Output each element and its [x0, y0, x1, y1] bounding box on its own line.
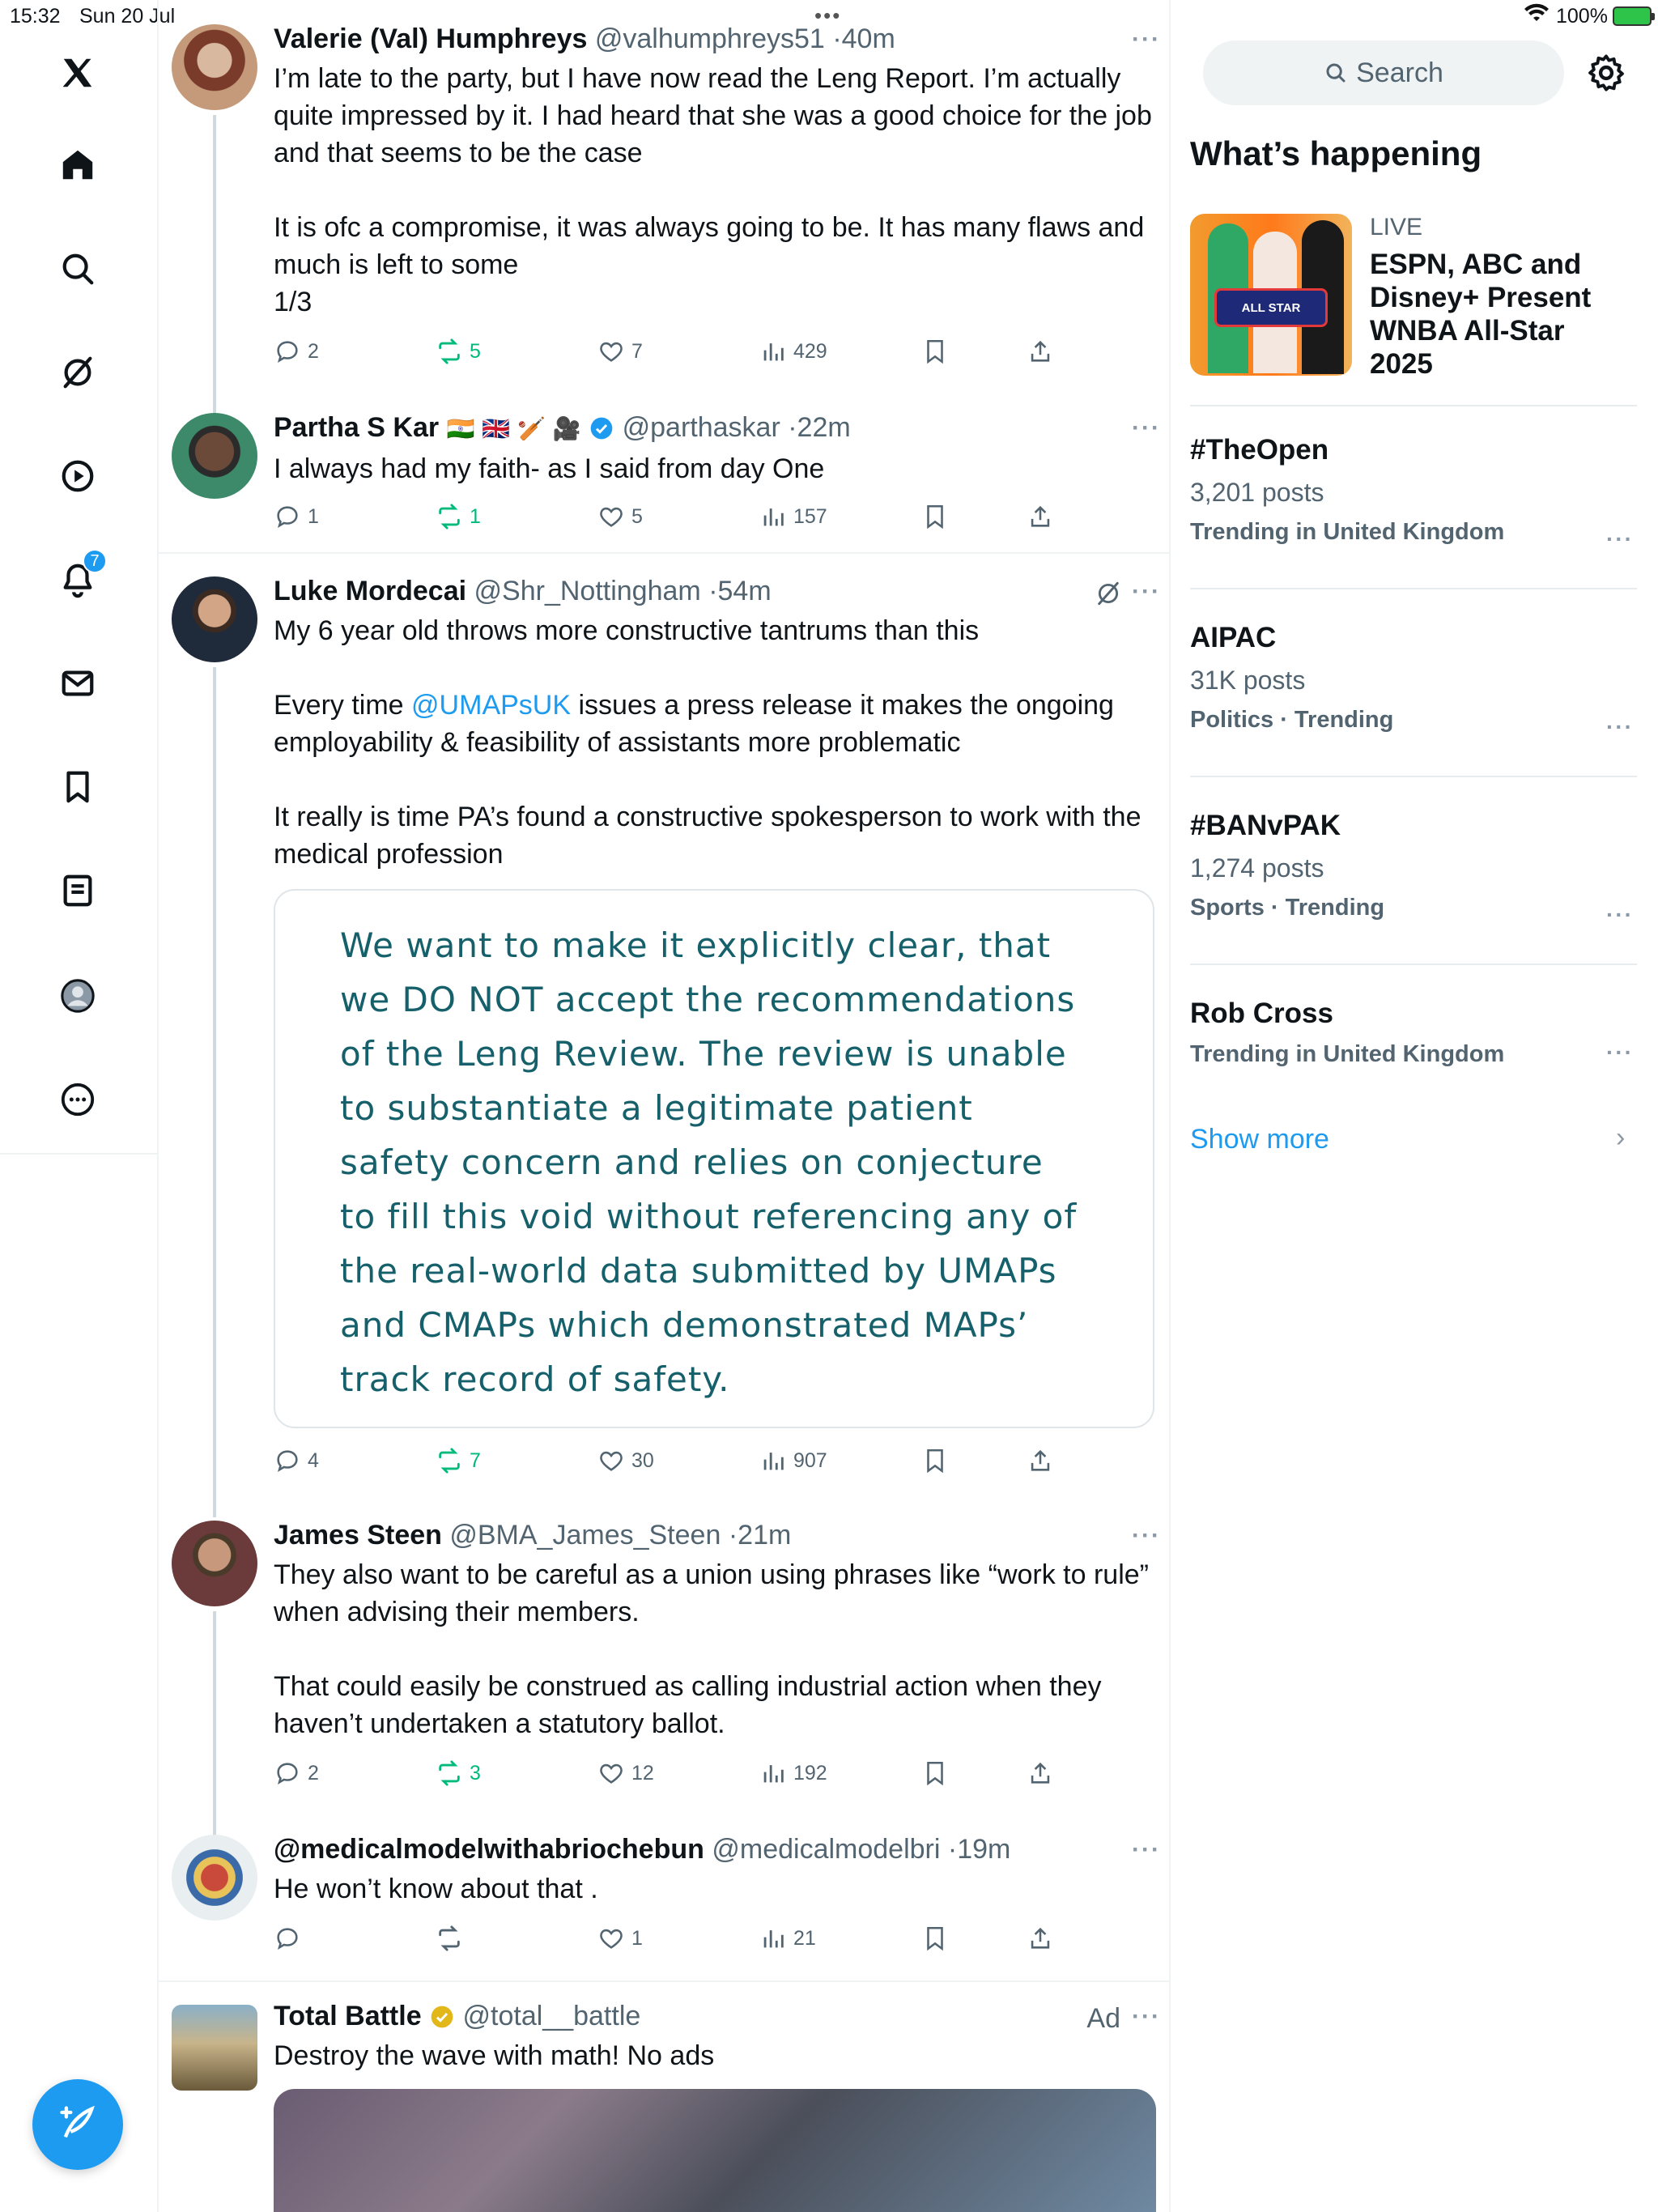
trend-count: 3,201 posts: [1190, 478, 1324, 507]
like-count: 12: [631, 1761, 654, 1784]
repost-icon: [436, 338, 463, 365]
view-count: 429: [793, 339, 827, 363]
live-event-image[interactable]: [1190, 214, 1352, 376]
author-name[interactable]: Total Battle: [274, 2001, 422, 2031]
trend-divider: [1190, 588, 1637, 589]
status-date: Sun 20 Jul: [79, 5, 176, 28]
trend-count: 1,274 posts: [1190, 853, 1324, 883]
all-star-logo: ALL STAR: [1214, 288, 1328, 327]
reply-button[interactable]: [274, 334, 319, 369]
left-navigation: [0, 0, 157, 1155]
view-count: 157: [793, 504, 827, 528]
x-logo-icon[interactable]: [47, 42, 108, 104]
repost-count: 1: [470, 504, 481, 528]
more-options-icon[interactable]: ···: [1132, 415, 1161, 441]
more-options-icon[interactable]: ···: [1132, 1522, 1161, 1549]
share-icon: [1027, 1925, 1054, 1952]
tweet-text: I always had my faith- as I said from day One: [274, 453, 825, 484]
reply-count: 4: [308, 1448, 319, 1472]
tweet-header: [274, 1998, 1156, 2034]
list-icon[interactable]: [47, 860, 108, 921]
trend-title: #BANvPAK: [1190, 810, 1341, 841]
views-button[interactable]: [759, 334, 827, 369]
reply-button[interactable]: [274, 1443, 319, 1478]
heart-icon: [597, 503, 625, 530]
right-sidebar: [1171, 0, 1658, 2212]
bookmark-icon: [921, 503, 949, 530]
like-button[interactable]: [597, 1921, 643, 1956]
tweet-header: Luke Mordecai @Shr_Nottingham ·54m: [274, 576, 772, 606]
home-icon[interactable]: [47, 134, 108, 196]
reply-icon: [274, 338, 301, 365]
trend-divider: [1190, 405, 1637, 406]
author-handle[interactable]: @Shr_Nottingham: [474, 576, 701, 606]
view-count: 21: [793, 1926, 816, 1950]
search-icon[interactable]: [47, 238, 108, 300]
author-name[interactable]: Valerie (Val) Humphreys: [274, 23, 588, 54]
tweet-time[interactable]: 22m: [797, 412, 851, 443]
avatar[interactable]: [172, 576, 257, 662]
views-icon: [759, 338, 787, 365]
reply-button[interactable]: [274, 1921, 308, 1956]
tweet-time[interactable]: 54m: [717, 576, 772, 606]
repost-button[interactable]: [436, 334, 481, 369]
tweet-header: Partha S Kar 🇮🇳 🇬🇧 🏏 🎥 @parthaskar ·22m: [274, 412, 851, 443]
tweet-text: [274, 612, 1156, 873]
avatar[interactable]: [172, 413, 257, 499]
tweet-header: Valerie (Val) Humphreys @valhumphreys51 ·40m: [274, 23, 895, 54]
views-icon: [759, 1925, 787, 1952]
views-button[interactable]: [759, 499, 827, 534]
heart-icon: [597, 338, 625, 365]
more-options-icon[interactable]: ···: [1132, 578, 1161, 605]
reply-count: 1: [308, 504, 319, 528]
author-handle[interactable]: @parthaskar: [622, 412, 780, 443]
views-icon: [759, 1759, 787, 1787]
tweet-actions: [274, 1755, 1083, 1791]
tweet-divider: [159, 552, 1171, 554]
share-icon: [1027, 338, 1054, 365]
author-handle[interactable]: @BMA_James_Steen: [449, 1520, 721, 1551]
trend-title: AIPAC: [1190, 622, 1277, 653]
timeline-feed: [157, 0, 1171, 2212]
quoted-image[interactable]: [274, 889, 1154, 1428]
views-button[interactable]: [759, 1443, 827, 1478]
author-name[interactable]: James Steen: [274, 1520, 442, 1551]
like-button[interactable]: [597, 1443, 654, 1478]
share-button[interactable]: [1027, 1755, 1054, 1791]
avatar[interactable]: [172, 24, 257, 110]
reply-button[interactable]: [274, 1755, 319, 1791]
reply-icon: [274, 1759, 301, 1787]
grok-icon[interactable]: [47, 342, 108, 403]
bookmark-icon: [921, 1925, 949, 1952]
share-button[interactable]: [1027, 1443, 1054, 1478]
chevron-right-icon: ›: [1616, 1122, 1626, 1153]
repost-icon: [436, 1447, 463, 1474]
author-name[interactable]: @medicalmodelwithabriochebun: [274, 1834, 704, 1865]
verified-badge-icon: [589, 412, 614, 443]
video-icon[interactable]: [47, 445, 108, 507]
bookmark-button[interactable]: [921, 334, 949, 369]
trend-meta: Trending in United Kingdom: [1190, 519, 1505, 545]
tweet-actions: [274, 499, 1083, 534]
like-button[interactable]: [597, 1755, 654, 1791]
reply-icon: [274, 503, 301, 530]
avatar[interactable]: [172, 2005, 257, 2091]
share-icon: [1027, 1447, 1054, 1474]
tweet-actions: [274, 1443, 1083, 1478]
heart-icon: [597, 1447, 625, 1474]
share-button[interactable]: [1027, 1921, 1054, 1956]
trend-item[interactable]: [1190, 810, 1637, 927]
repost-count: 3: [470, 1761, 481, 1784]
repost-count: 5: [470, 339, 481, 363]
bookmark-button[interactable]: [921, 1755, 949, 1791]
heart-icon: [597, 1759, 625, 1787]
trend-divider: [1190, 963, 1637, 965]
ad-label: Ad: [1086, 2003, 1120, 2034]
share-button[interactable]: [1027, 334, 1054, 369]
author-handle[interactable]: @medicalmodelbri: [712, 1834, 941, 1865]
quote-text: We want to make it explicitly clear, that we DO NOT accept the recommendations of the Leng Review. The review is unable to substantiate a legitimate patient safety concern and relies on conjecture to fill this void without referencing any of the real-world data submitted by UMAPs and CMAPs which demonstrated MAPs’ track record of safety.: [340, 925, 1078, 1399]
thread-line: [213, 667, 216, 1517]
like-count: 5: [631, 504, 643, 528]
trend-item[interactable]: [1190, 434, 1637, 551]
bookmark-button[interactable]: [921, 1443, 949, 1478]
gear-icon[interactable]: [1585, 52, 1627, 94]
tweet-text: Destroy the wave with math! No ads: [274, 2040, 715, 2071]
battery-percent: 100%: [1556, 5, 1608, 28]
compose-icon: [57, 2102, 99, 2148]
search-input[interactable]: [1203, 40, 1564, 105]
search-placeholder: Search: [1356, 57, 1443, 88]
more-options-icon[interactable]: ···: [1132, 1836, 1161, 1863]
reply-icon: [274, 1925, 301, 1952]
name-emoji: 🇮🇳 🇬🇧 🏏 🎥: [446, 415, 581, 442]
more-options-icon[interactable]: ···: [1132, 26, 1161, 53]
trend-meta: Sports · Trending: [1190, 895, 1385, 921]
more-options-icon[interactable]: ···: [1606, 902, 1634, 927]
tweet-text: I’m late to the party, but I have now read the Leng Report. I’m actually quite impressed by it. I had heard that she was a good choice for the job and that seems to be the case It is ofc a compromise, it was always going to be. It has many flaws and much is left to some 1/3: [274, 63, 1152, 317]
share-icon: [1027, 1759, 1054, 1787]
trend-meta: Trending in United Kingdom: [1190, 1041, 1505, 1067]
reply-count: 2: [308, 339, 319, 363]
trend-item[interactable]: [1190, 622, 1637, 739]
views-icon: [759, 1447, 787, 1474]
multitasking-dots[interactable]: •••: [814, 3, 842, 28]
author-handle[interactable]: @total__battle: [462, 2001, 641, 2031]
like-count: 30: [631, 1448, 654, 1472]
share-icon: [1027, 503, 1054, 530]
repost-icon: [436, 1759, 463, 1787]
ad-video[interactable]: [274, 2089, 1156, 2212]
view-count: 907: [793, 1448, 827, 1472]
tweet-text: They also want to be careful as a union using phrases like “work to rule” when advising their members. That could easily be construed as calling industrial action when they haven’t undertaken a statutory ballot.: [274, 1559, 1149, 1739]
trend-item[interactable]: [1190, 998, 1637, 1068]
bookmark-button[interactable]: [921, 499, 949, 534]
tweet-time[interactable]: 19m: [957, 1834, 1011, 1865]
show-more-link[interactable]: Show more: [1190, 1124, 1329, 1155]
more-options-icon[interactable]: ···: [1606, 526, 1634, 551]
tweet-header: @medicalmodelwithabriochebun @medicalmodelbri ·19m: [274, 1834, 1011, 1865]
tweet-time[interactable]: 21m: [738, 1520, 792, 1551]
status-time: 15:32: [10, 5, 61, 28]
trend-title: Rob Cross: [1190, 998, 1333, 1029]
tweet-actions: [274, 334, 1083, 369]
profile-icon[interactable]: [47, 965, 108, 1027]
compose-button[interactable]: [32, 2079, 123, 2170]
view-count: 192: [793, 1761, 827, 1784]
tweet-divider: [159, 1980, 1171, 1982]
bookmark-icon: [921, 1759, 949, 1787]
tweet-time[interactable]: 40m: [841, 23, 895, 54]
like-button[interactable]: [597, 499, 643, 534]
reply-count: 2: [308, 1761, 319, 1784]
mail-icon[interactable]: [47, 653, 108, 714]
grok-icon[interactable]: [1095, 580, 1122, 611]
views-button[interactable]: [759, 1921, 816, 1956]
more-options-icon[interactable]: ···: [1606, 714, 1634, 739]
search-icon: [1324, 61, 1348, 85]
views-button[interactable]: [759, 1755, 827, 1791]
notification-badge: 7: [83, 549, 107, 573]
tweet-actions: [274, 1921, 1083, 1956]
author-name[interactable]: Partha S Kar: [274, 412, 440, 443]
live-label: LIVE: [1370, 214, 1423, 240]
share-button[interactable]: [1027, 499, 1054, 534]
repost-count: 7: [470, 1448, 481, 1472]
tweet-header: James Steen @BMA_James_Steen ·21m: [274, 1520, 792, 1551]
bell-icon[interactable]: [47, 549, 108, 610]
avatar[interactable]: [172, 1835, 257, 1921]
heart-icon: [597, 1925, 625, 1952]
bookmark-icon: [921, 338, 949, 365]
author-name[interactable]: Luke Mordecai: [274, 576, 467, 606]
bookmark-button[interactable]: [921, 1921, 949, 1956]
trend-divider: [1190, 776, 1637, 777]
views-icon: [759, 503, 787, 530]
reply-button[interactable]: [274, 499, 319, 534]
repost-icon: [436, 1925, 463, 1952]
tweet-text: He won’t know about that .: [274, 1874, 598, 1904]
bookmark-icon[interactable]: [47, 756, 108, 818]
repost-button[interactable]: [436, 1921, 470, 1956]
live-event-title[interactable]: ESPN, ABC and Disney+ Present WNBA All-Star 2025: [1370, 249, 1592, 380]
tweet-text-part: issues a press release it makes the ongoing employability & feasibility of assistants more problematic It really is time PA’s found a constructive spokesperson to work with the medical profession: [274, 690, 1141, 870]
like-button[interactable]: [597, 334, 643, 369]
tweet-text-part: My 6 year old throws more constructive tantrums than this Every time: [274, 615, 980, 721]
like-count: 1: [631, 1926, 643, 1950]
repost-button[interactable]: [436, 1443, 481, 1478]
trend-title: #TheOpen: [1190, 434, 1329, 466]
like-count: 7: [631, 339, 643, 363]
bookmark-icon: [921, 1447, 949, 1474]
trend-count: 31K posts: [1190, 666, 1306, 695]
repost-button[interactable]: [436, 499, 481, 534]
repost-icon: [436, 503, 463, 530]
section-title: What’s happening: [1190, 134, 1482, 172]
mention-link[interactable]: @UMAPsUK: [411, 690, 572, 721]
more-options-icon[interactable]: ···: [1606, 1040, 1634, 1065]
repost-button[interactable]: [436, 1755, 481, 1791]
avatar[interactable]: [172, 1521, 257, 1606]
more-options-icon[interactable]: ···: [1132, 2003, 1161, 2030]
trend-meta: Politics · Trending: [1190, 707, 1394, 733]
thread-line: [213, 115, 216, 431]
verified-gold-badge-icon: [429, 2001, 455, 2031]
more-circle-icon[interactable]: [47, 1069, 108, 1130]
reply-icon: [274, 1447, 301, 1474]
author-handle[interactable]: @valhumphreys51: [594, 23, 825, 54]
